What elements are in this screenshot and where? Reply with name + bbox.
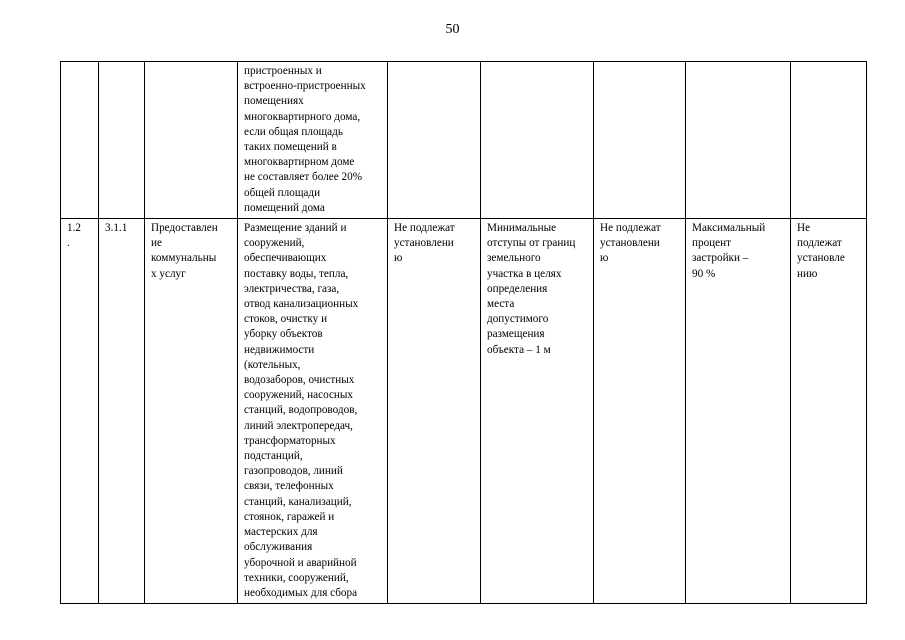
cell-code	[99, 62, 145, 219]
cell-text-line: линий электропередач,	[244, 419, 353, 432]
cell-text-line: многоквартирном доме	[244, 156, 355, 169]
cell-text-line: участка в целях	[487, 267, 562, 280]
data-table	[60, 61, 867, 604]
cell-other-params	[791, 62, 867, 219]
cell-text-line: недвижимости	[244, 343, 315, 356]
cell-text-line: станций, канализаций,	[244, 495, 352, 508]
cell-text-line: (котельных,	[244, 358, 301, 371]
cell-min-setbacks	[481, 219, 594, 604]
cell-text-line: уборочной и аварийной	[244, 556, 357, 569]
cell-text-line: застройки –	[692, 252, 749, 265]
cell-text-line: помещениях	[244, 95, 304, 108]
cell-min-max-plot-size	[388, 219, 481, 604]
cell-text-line: таких помещений в	[244, 141, 337, 154]
cell-text-line: техники, сооружений,	[244, 571, 349, 584]
cell-text-line: если общая площадь	[244, 125, 343, 138]
cell-use-description	[238, 62, 388, 219]
cell-text-line: определения	[487, 282, 548, 295]
cell-text-line: помещений дома	[244, 201, 325, 214]
cell-max-building-percent	[686, 62, 791, 219]
cell-max-floors	[594, 62, 686, 219]
cell-text-line: установле	[797, 252, 845, 265]
cell-text-line: стоков, очистку и	[244, 313, 328, 326]
cell-text-line: 3.1.1	[105, 222, 128, 235]
cell-text-line: Не	[797, 222, 811, 235]
cell-text-line: мастерских для	[244, 526, 318, 539]
cell-text-line: Размещение зданий и	[244, 222, 347, 235]
cell-text-line: уборку объектов	[244, 328, 323, 341]
cell-text-line: допустимого	[487, 313, 549, 326]
table-row-1-2	[61, 219, 867, 604]
cell-use-description	[238, 219, 388, 604]
cell-text-line: поставку воды, тепла,	[244, 267, 349, 280]
cell-text-line: необходимых для сбора	[244, 586, 358, 599]
cell-text-line: отвод канализационных	[244, 298, 359, 311]
cell-text-line: коммунальны	[151, 252, 217, 265]
cell-text-line: встроенно-пристроенных	[244, 80, 366, 93]
cell-text-line: .	[67, 237, 70, 250]
cell-text-line: земельного	[487, 252, 541, 265]
cell-text-line: х услуг	[151, 267, 186, 280]
cell-text-line: сооружений, насосных	[244, 389, 354, 402]
cell-text-line: ю	[600, 252, 609, 265]
cell-text-line: водозаборов, очистных	[244, 374, 355, 387]
cell-min-setbacks	[481, 62, 594, 219]
cell-text-line: места	[487, 298, 515, 311]
cell-text-line: Минимальные	[487, 222, 557, 235]
cell-text-line: трансформаторных	[244, 434, 336, 447]
cell-text-line: 1.2	[67, 222, 81, 235]
cell-max-floors	[594, 219, 686, 604]
cell-other-params	[791, 219, 867, 604]
cell-text-line: Максимальный	[692, 222, 766, 235]
cell-min-max-plot-size	[388, 62, 481, 219]
cell-text-line: пристроенных и	[244, 65, 322, 77]
cell-text-line: обслуживания	[244, 541, 313, 554]
cell-text-line: Не подлежат	[600, 222, 661, 235]
cell-text-line: объекта – 1 м	[487, 343, 551, 356]
cell-text-line: ю	[394, 252, 403, 265]
cell-text-line: подстанций,	[244, 450, 303, 463]
cell-text-line: отступы от границ	[487, 237, 576, 250]
cell-text-line: процент	[692, 237, 732, 250]
cell-text-line: связи, телефонных	[244, 480, 334, 493]
cell-max-building-percent	[686, 219, 791, 604]
cell-text-line: газопроводов, линий	[244, 465, 343, 478]
cell-text-line: размещения	[487, 328, 545, 341]
cell-text-line: общей площади	[244, 186, 321, 199]
cell-number	[61, 62, 99, 219]
cell-text-line: не составляет более 20%	[244, 171, 363, 184]
cell-text-line: подлежат	[797, 237, 842, 250]
cell-text-line: сооружений,	[244, 237, 305, 250]
cell-number	[61, 219, 99, 604]
table-row-continuation	[61, 62, 867, 219]
cell-text-line: ие	[151, 237, 162, 250]
cell-use-name	[145, 62, 238, 219]
cell-text-line: многоквартирного дома,	[244, 110, 361, 123]
cell-text-line: 90 %	[692, 267, 716, 280]
cell-code	[99, 219, 145, 604]
cell-text-line: электричества, газа,	[244, 282, 340, 295]
cell-text-line: Предоставлен	[151, 222, 218, 235]
cell-text-line: нию	[797, 267, 818, 280]
cell-text-line: Не подлежат	[394, 222, 455, 235]
cell-use-name	[145, 219, 238, 604]
page-number: 50	[445, 22, 460, 37]
cell-text-line: станций, водопроводов,	[244, 404, 358, 417]
cell-text-line: установлени	[600, 237, 660, 250]
cell-text-line: обеспечивающих	[244, 252, 327, 265]
cell-text-line: установлени	[394, 237, 454, 250]
cell-text-line: стоянок, гаражей и	[244, 510, 335, 523]
